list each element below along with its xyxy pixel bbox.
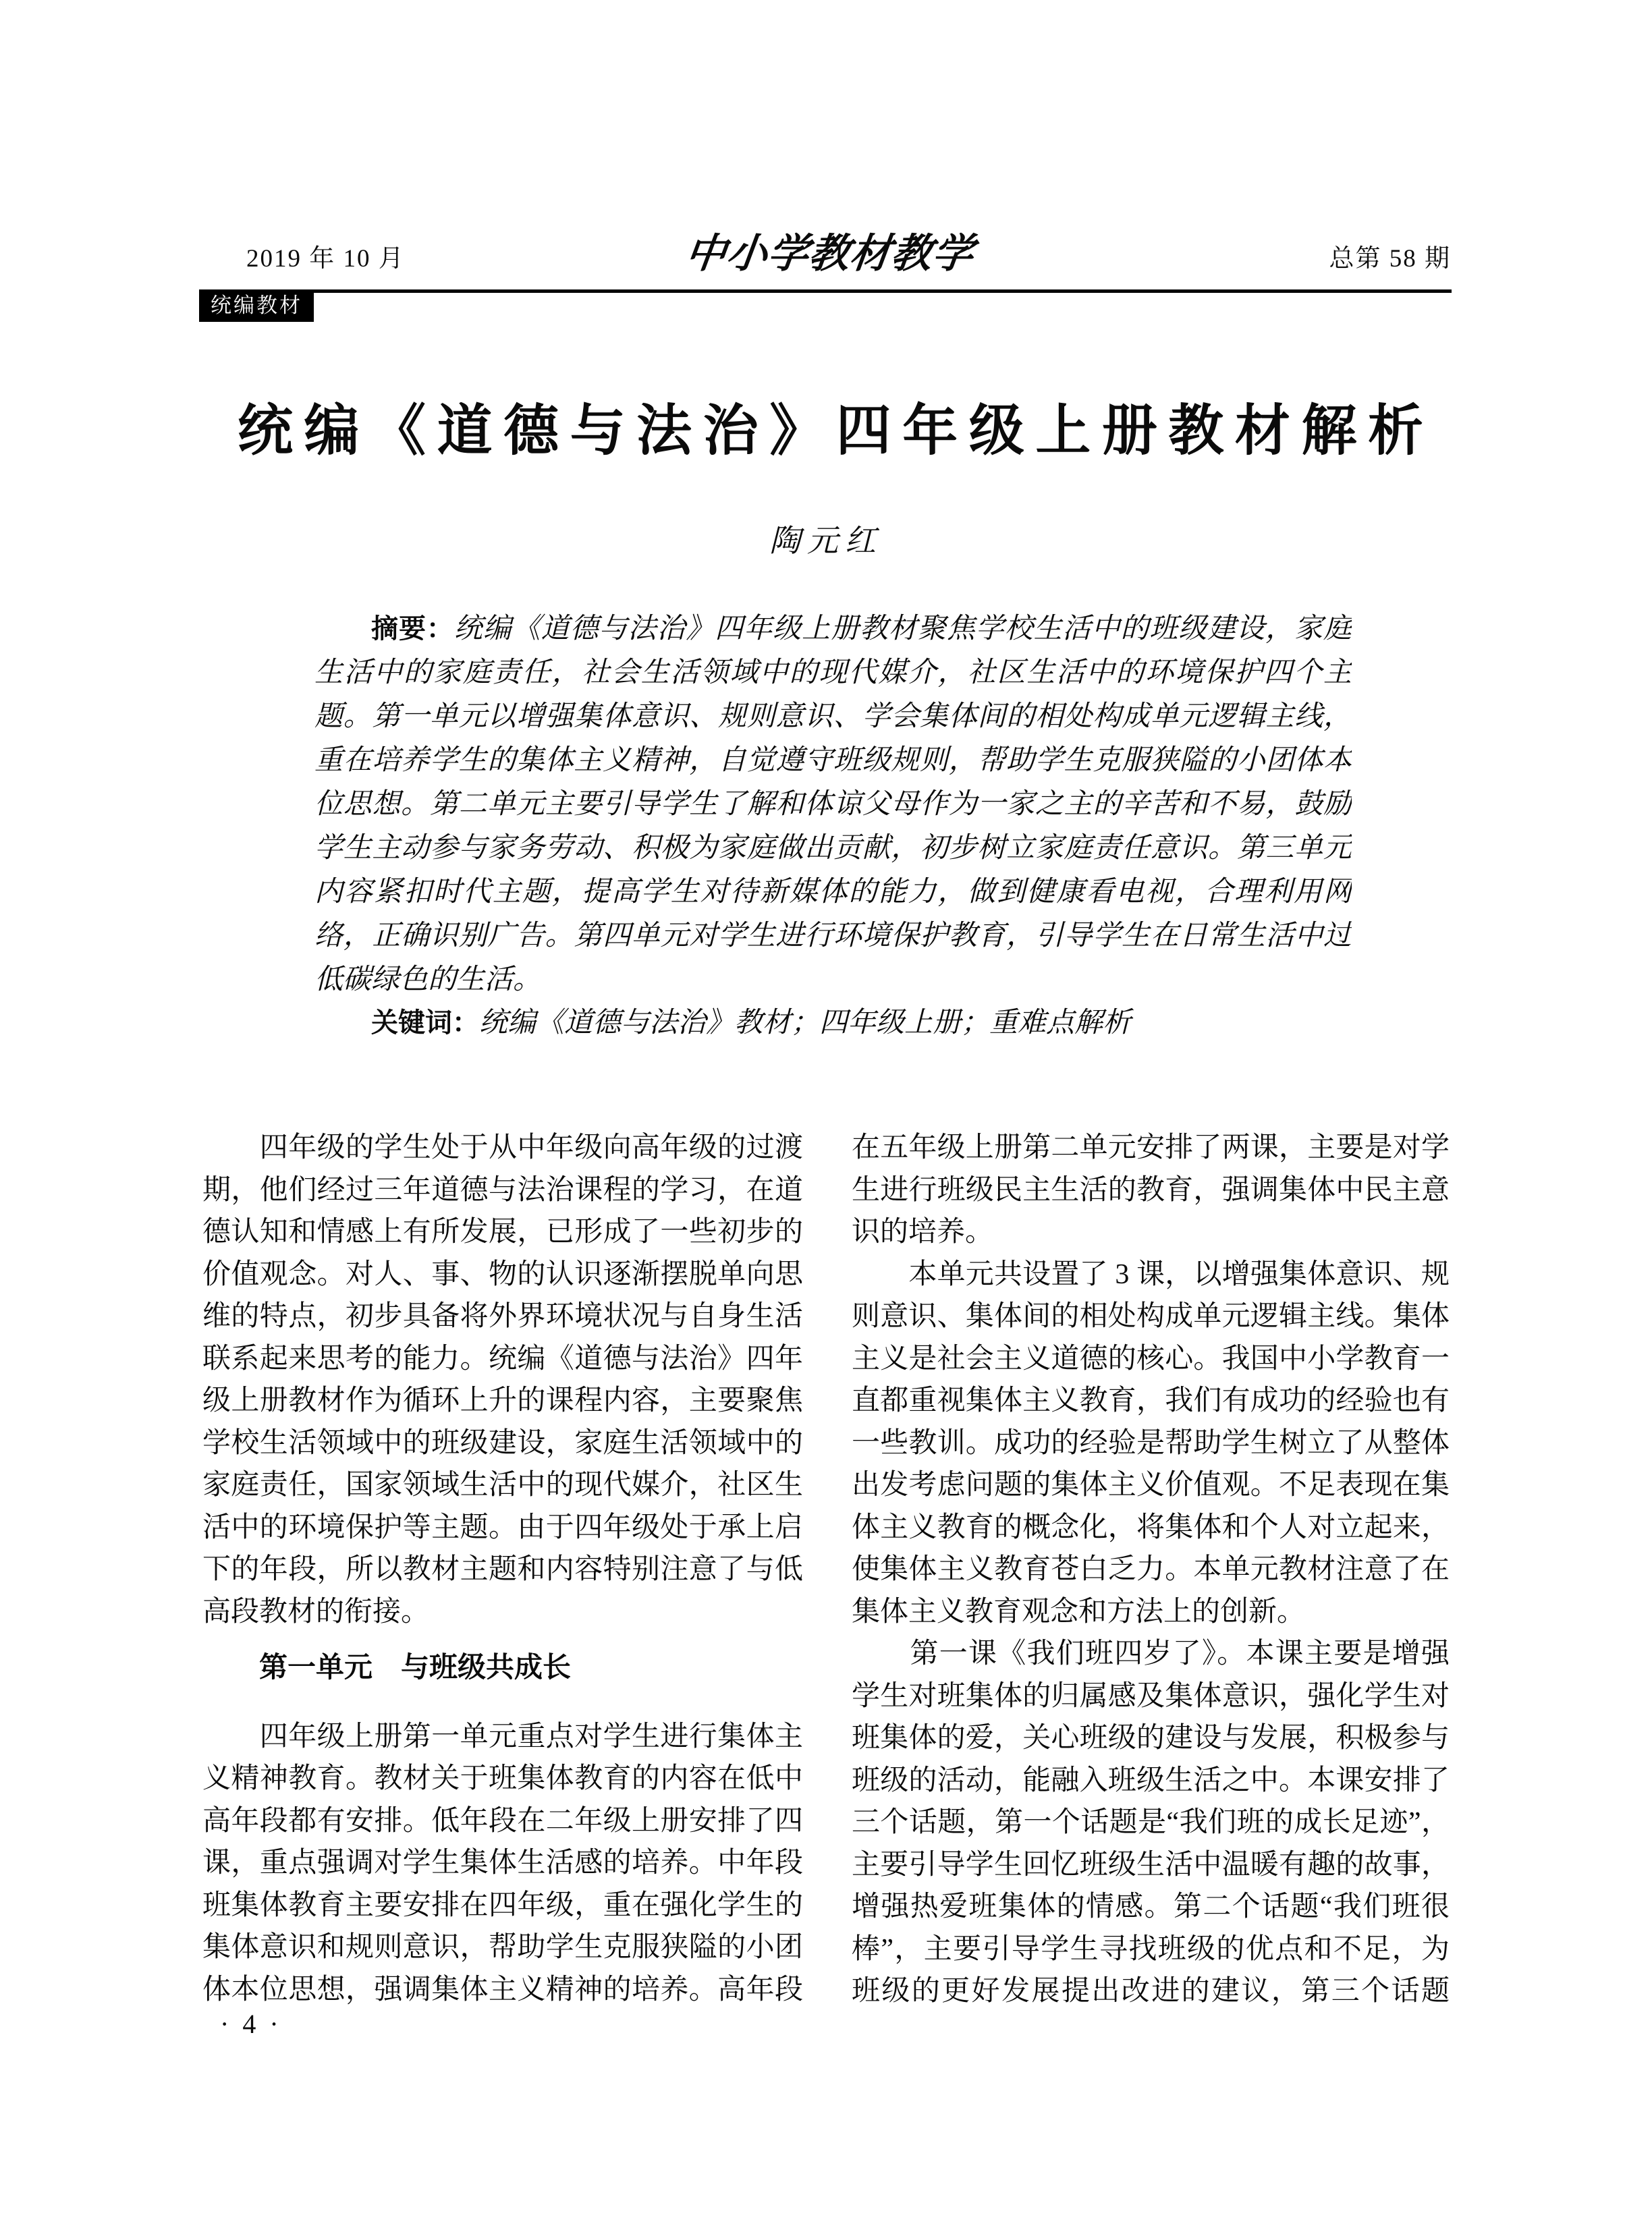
text-line: 重在培养学生的集体主义精神，自觉遵守班级规则，帮助学生克服狭隘的小团体本	[314, 745, 1352, 776]
header-issue-number: 总第 58 期	[1329, 245, 1451, 273]
text-line: 学生对班集体的归属感及集体意识，强化学生对	[852, 1680, 1450, 1712]
text-line: 使集体主义教育苍白乏力。本单元教材注意了在	[852, 1554, 1450, 1585]
header-rule	[199, 289, 1452, 293]
text-line: 下的年段，所以教材主题和内容特别注意了与低	[202, 1554, 803, 1585]
text-line: 四年级的学生处于从中年级向高年级的过渡	[202, 1132, 803, 1163]
text-line: 关键词：统编《道德与法治》教材；四年级上册；重难点解析	[371, 1007, 1132, 1038]
body-column-right	[852, 1127, 1450, 2013]
text-line: 期，他们经过三年道德与法治课程的学习，在道	[202, 1174, 803, 1206]
text-line: 生活中的家庭责任，社会生活领域中的现代媒介，社区生活中的环境保护四个主	[314, 657, 1352, 688]
text-line: 课，重点强调对学生集体生活感的培养。中年段	[202, 1847, 803, 1879]
journal-logo: 中小学教材教学	[682, 231, 976, 276]
text-line: 摘要：统编《道德与法治》四年级上册教材聚焦学校生活中的班级建设，家庭	[371, 613, 1352, 644]
text-line: 体主义教育的概念化，将集体和个人对立起来，	[852, 1511, 1450, 1543]
text-line: 位思想。第二单元主要引导学生了解和体谅父母作为一家之主的辛苦和不易，鼓励	[314, 789, 1352, 820]
text-line: 识的培养。	[852, 1217, 994, 1248]
text-line: 高年段都有安排。低年段在二年级上册安排了四	[202, 1805, 803, 1837]
text-line: 体本位思想，强调集体主义精神的培养。高年段	[202, 1974, 803, 2005]
section-heading: 第一单元 与班级共成长	[259, 1651, 572, 1683]
text-line: 集体主义教育观念和方法上的创新。	[852, 1596, 1306, 1627]
text-line: 班集体教育主要安排在四年级，重在强化学生的	[202, 1889, 803, 1921]
text-line: 联系起来思考的能力。统编《道德与法治》四年	[202, 1343, 803, 1374]
paragraph	[852, 1254, 1450, 1634]
text-line: 络，正确识别广告。第四单元对学生进行环境保护教育，引导学生在日常生活中过	[314, 920, 1352, 951]
text-line: 四年级上册第一单元重点对学生进行集体主	[202, 1721, 803, 1752]
text-line: 学校生活领域中的班级建设，家庭生活领域中的	[202, 1427, 803, 1459]
text-line: 学生主动参与家务劳动、积极为家庭做出贡献，初步树立家庭责任意识。第三单元	[314, 833, 1352, 864]
text-line: 主义是社会主义道德的核心。我国中小学教育一	[852, 1343, 1450, 1374]
text-line: 生进行班级民主生活的教育，强调集体中民主意	[852, 1174, 1450, 1206]
text-line: 义精神教育。教材关于班集体教育的内容在低中	[202, 1763, 803, 1794]
text-line: 在五年级上册第二单元安排了两课，主要是对学	[852, 1132, 1450, 1163]
text-line: 家庭责任，国家领域生活中的现代媒介，社区生	[202, 1470, 803, 1501]
paragraph	[852, 1633, 1450, 2013]
text-line: 德认知和情感上有所发展，已形成了一些初步的	[202, 1217, 803, 1248]
paragraph	[202, 1127, 803, 1633]
text-line: 高段教材的衔接。	[202, 1596, 430, 1627]
abstract-block	[314, 607, 1352, 1002]
text-line: 集体意识和规则意识，帮助学生克服狭隘的小团	[202, 1932, 803, 1963]
text-line: 主要引导学生回忆班级生活中温暖有趣的故事，	[852, 1849, 1450, 1881]
text-line: 三个话题，第一个话题是“我们班的成长足迹”，	[852, 1807, 1450, 1838]
text-line: 价值观念。对人、事、物的认识逐渐摆脱单向思	[202, 1258, 803, 1290]
text-line: 题。第一单元以增强集体意识、规则意识、学会集体间的相处构成单元逻辑主线，	[314, 701, 1352, 732]
text-line: 班集体的爱，关心班级的建设与发展，积极参与	[852, 1723, 1450, 1754]
keywords-line	[314, 1001, 1352, 1045]
text-line: 则意识、集体间的相处构成单元逻辑主线。集体	[852, 1301, 1450, 1332]
text-line: 本单元共设置了 3 课，以增强集体意识、规	[852, 1258, 1450, 1290]
field-label: 关键词：	[371, 1008, 479, 1038]
header-date: 2019 年 10 月	[246, 245, 405, 273]
text-line: 班级的更好发展提出改进的建议，第三个话题	[852, 1976, 1450, 2007]
text-line: 直都重视集体主义教育，我们有成功的经验也有	[852, 1385, 1450, 1416]
text-line: 内容紧扣时代主题，提高学生对待新媒体的能力，做到健康看电视，合理利用网	[314, 877, 1352, 908]
text-line: 活中的环境保护等主题。由于四年级处于承上启	[202, 1511, 803, 1543]
text-line: 棒”，主要引导学生寻找班级的优点和不足，为	[852, 1933, 1450, 1965]
text-line: 一些教训。成功的经验是帮助学生树立了从整体	[852, 1427, 1450, 1459]
text-line: 第一课《我们班四岁了》。本课主要是增强	[852, 1638, 1450, 1669]
page-number: · 4 ·	[220, 2009, 282, 2039]
text-line: 维的特点，初步具备将外界环境状况与自身生活	[202, 1301, 803, 1332]
text-line: 出发考虑问题的集体主义价值观。不足表现在集	[852, 1470, 1450, 1501]
paragraph	[202, 1716, 803, 2011]
article-author: 陶元红	[769, 524, 883, 558]
text-line: 级上册教材作为循环上升的课程内容，主要聚焦	[202, 1385, 803, 1416]
field-label: 摘要：	[371, 614, 454, 644]
body-column-left	[202, 1127, 803, 2011]
article-title: 统编《道德与法治》四年级上册教材解析	[238, 400, 1423, 462]
text-line: 增强热爱班集体的情感。第二个话题“我们班很	[852, 1891, 1450, 1922]
column-tag-badge: 统编教材	[199, 289, 314, 322]
paragraph	[852, 1127, 1450, 1254]
text-line: 班级的活动，能融入班级生活之中。本课安排了	[852, 1764, 1450, 1796]
text-line: 低碳绿色的生活。	[314, 964, 542, 995]
